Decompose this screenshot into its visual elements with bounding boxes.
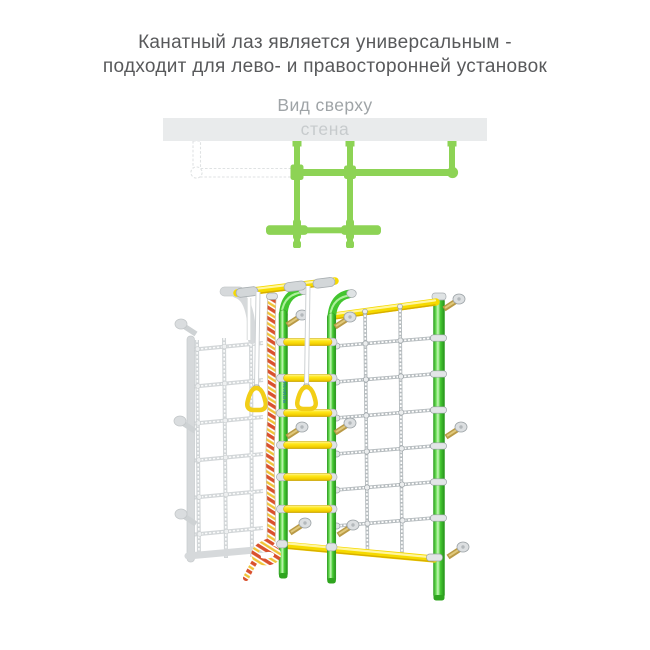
title-line-2: подходит для лево- и правосторонней установок xyxy=(102,56,548,77)
top-view-diagram xyxy=(191,141,458,248)
ghost-wall-anchor xyxy=(175,319,196,334)
bottom-long-bar xyxy=(282,543,443,562)
net-clamps xyxy=(331,335,447,529)
ring-right xyxy=(297,387,316,409)
page-title xyxy=(0,31,650,79)
left-install-ghost-outline xyxy=(191,141,296,178)
rope-net xyxy=(331,304,447,556)
ring-left xyxy=(247,388,266,410)
wall-label: стена xyxy=(300,119,350,139)
ghost-post xyxy=(187,336,195,562)
ghost-mirrored-unit xyxy=(174,287,266,562)
pull-up-bar xyxy=(236,277,336,298)
ghost-net xyxy=(189,336,263,558)
right-install-green-schematic xyxy=(266,141,458,248)
grip-handles xyxy=(236,277,336,298)
title-line-1: Канатный лаз является универсальным - xyxy=(138,32,512,53)
top-view-label: Вид сверху xyxy=(277,95,373,115)
brand-label: ROMANA xyxy=(281,380,287,403)
